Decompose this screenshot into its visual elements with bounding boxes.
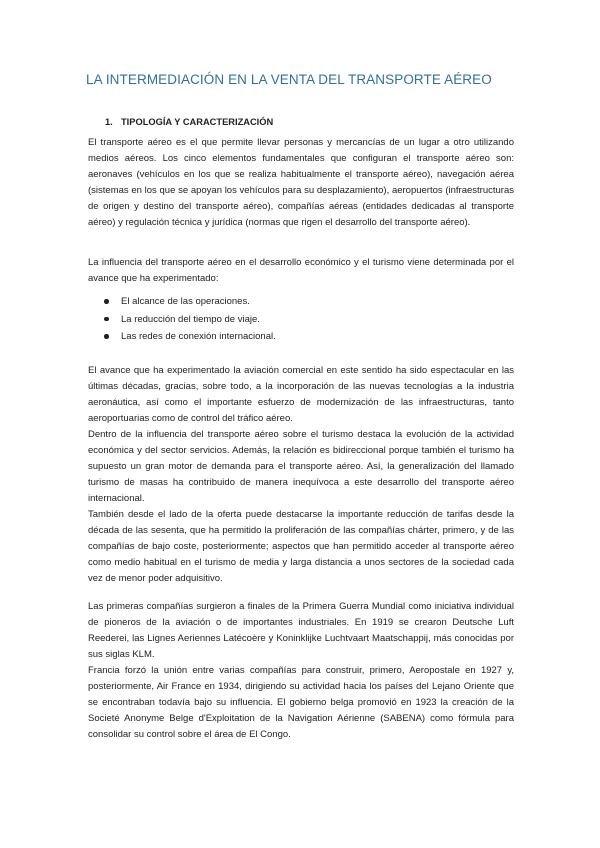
paragraph-definition: El transporte aéreo es el que permite llevar personas y mercancías de un lugar a otro utilizando medios aéreos. Los cinco elementos fundamentales que configuran el transporte aéreo son: aeronaves (vehículos en los que se realiza habitualmente el transporte aéreo), navegación aérea (sistemas en los que se apoyan los vehículos para su desplazamiento), aeropuertos (infraestructuras de origen y destino del transporte aéreo), compañías aéreas (entidades dedicadas al transporte aéreo) y regulación técnica y jurídica (normas que rigen el desarrollo del transporte aéreo). <box>88 137 514 229</box>
list-item <box>88 311 508 329</box>
list-item-text: La reducción del tiempo de viaje. <box>121 313 260 325</box>
paragraph-commercial-aviation: El avance que ha experimentado la aviación comercial en este sentido ha sido espectacular en las últimas décadas, gracias, sobre todo, a la incorporación de las nuevas tecnologías a la industria aeronáutica, así como el importante esfuerzo de modernización de las infraestructuras, tanto aeroportuarias como de control del tráfico aéreo. <box>88 365 514 425</box>
list-item <box>88 293 508 311</box>
document-title: LA INTERMEDIACIÓN EN LA VENTA DEL TRANSPORTE AÉREO <box>86 72 492 87</box>
paragraph-france-belgium: Francia forzó la unión entre varias compañías para construir, primero, Aeropostale en 1927 y, posteriormente, Air France en 1934, dirigiendo su actividad hacia los países del Lejano Oriente que se encontraban todavía bajo su influencia. El gobierno belga promovió en 1923 la creación de la Societé Anonyme Belge d'Exploitation de la Navigation Aérienne (SABENA) como fórmula para consolidar su control sobre el área de El Congo. <box>88 665 514 741</box>
list-item <box>88 328 508 346</box>
bullet-icon <box>104 317 109 322</box>
section-heading-text: TIPOLOGÍA Y CARACTERIZACIÓN <box>121 117 274 127</box>
list-item-text: Las redes de conexión internacional. <box>121 331 276 342</box>
list-item-text: El alcance de las operaciones. <box>121 296 250 307</box>
bullet-icon <box>104 334 109 339</box>
paragraph-first-airlines: Las primeras compañías surgieron a finales de la Primera Guerra Mundial como iniciativa individual de pioneros de la aviación o de importantes industriales. En 1919 se crearon Deutsche Luft Reederei, las Lignes Aeriennes Latécoère y Koninklijke Luchtvaart Maatschappij, más conocidas por sus siglas KLM. <box>88 601 514 661</box>
bullet-list <box>88 293 508 346</box>
section-heading <box>105 117 273 127</box>
section-number: 1. <box>105 117 113 127</box>
paragraph-tourism-influence: Dentro de la influencia del transporte aéreo sobre el turismo destaca la evolución de la actividad económica y del sector servicios. Además, la relación es bidireccional porque también el turismo ha supuesto un gran motor de demanda para el transporte aéreo. Así, la generalización del llamado turismo de masas ha contribuido de manera inequívoca a este desarrollo del transporte aéreo internacional. <box>88 429 514 505</box>
paragraph-influence-intro: La influencia del transporte aéreo en el desarrollo económico y el turismo viene determinada por el avance que ha experimentado: <box>88 257 514 285</box>
paragraph-tariff-reduction: También desde el lado de la oferta puede destacarse la importante reducción de tarifas desde la década de las sesenta, que ha permitido la proliferación de las compañías chárter, primero, y de las compañías de bajo coste, posteriormente; aspectos que han permitido acceder al transporte aéreo como medio habitual en el turismo de media y larga distancia a unos sectores de la sociedad cada vez de menor poder adquisitivo. <box>88 509 514 585</box>
bullet-icon <box>104 299 109 304</box>
